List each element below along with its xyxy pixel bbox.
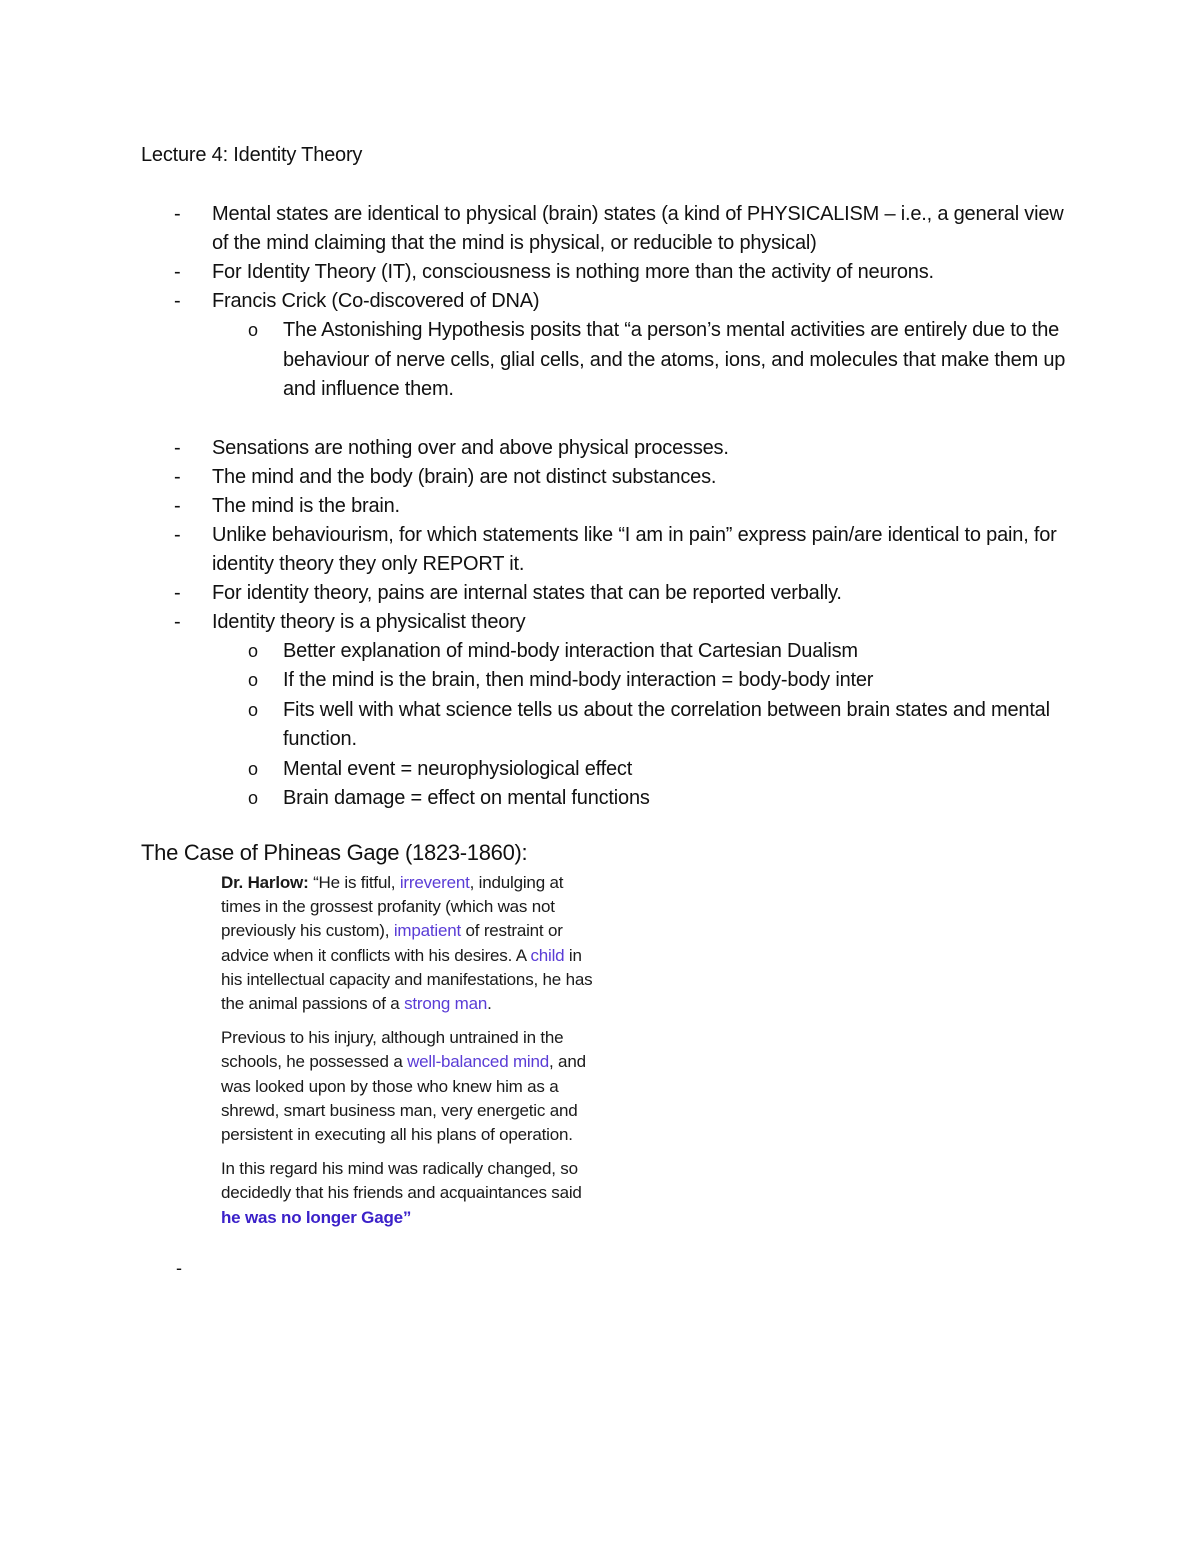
circle-marker: o — [248, 699, 258, 720]
circle-marker: o — [248, 788, 258, 808]
sub-list-item — [141, 666, 1081, 696]
dash-marker: - — [174, 581, 181, 604]
sub-list-item-text: Brain damage = effect on mental functions — [283, 787, 650, 809]
quote-text: , and was looked upon by those who knew him as a shrewd, smart business man, very energetic and persistent in executing all his plans of operation. — [221, 1052, 586, 1145]
dash-marker: - — [174, 261, 181, 283]
dash-marker: - — [174, 494, 181, 517]
sub-list-item — [141, 637, 1081, 667]
list-item-text: The mind and the body (brain) are not distinct substances. — [212, 465, 717, 488]
spacer — [141, 405, 1081, 434]
quote-text: . — [487, 994, 492, 1014]
list-item — [141, 608, 1081, 637]
highlighted-word: well-balanced mind — [407, 1052, 550, 1072]
quote-text: in his intellectual capacity and manifestations, he has the animal passions of a — [221, 945, 593, 1014]
circle-marker: o — [248, 758, 258, 779]
list-item — [141, 579, 1081, 608]
lecture-title: Lecture 4: Identity Theory — [141, 144, 363, 166]
list-item — [141, 200, 1081, 258]
quote-paragraph — [221, 1157, 601, 1230]
list-item-text: Sensations are nothing over and above physical processes. — [212, 436, 729, 459]
list-item-text: Mental states are identical to physical (brain) states (a kind of PHYSICALISM – i.e., a general view of the mind claiming that the mind is physical, or reducible to physical) — [212, 203, 1064, 254]
list-item — [141, 287, 1081, 316]
list-item-text: Identity theory is a physicalist theory — [212, 610, 526, 633]
quote-text: In this regard his mind was radically changed, so decidedly that his friends and acquaintances said — [221, 1159, 582, 1203]
dash-marker: - — [174, 290, 181, 312]
dash-marker: - — [174, 203, 181, 225]
dash-marker: - — [174, 610, 181, 633]
list-item — [141, 463, 1081, 492]
quote-text: Previous to his injury, although untrained in the schools, he possessed a — [221, 1028, 564, 1072]
circle-marker: o — [248, 670, 258, 690]
sub-list-item-text: Mental event = neurophysiological effect — [283, 757, 633, 780]
list-item-text: Unlike behaviourism, for which statements like “I am in pain” express pain/are identical to pain, for identity theory they only REPORT it. — [212, 523, 1057, 575]
dash-marker: - — [176, 1258, 182, 1278]
dash-marker: - — [174, 465, 181, 488]
sub-list-item-text: The Astonishing Hypothesis posits that “a person’s mental activities are entirely due to the behaviour of nerve cells, glial cells, and the atoms, ions, and molecules that make them up and influence them. — [283, 319, 1066, 400]
list-item — [141, 434, 1081, 463]
sub-list-item — [141, 784, 1081, 814]
circle-marker: o — [248, 320, 258, 340]
list-item-text: For Identity Theory (IT), consciousness is nothing more than the activity of neurons. — [212, 261, 934, 283]
highlighted-phrase: he was no longer Gage” — [221, 1207, 412, 1227]
list-item — [141, 258, 1081, 287]
sub-list-item — [141, 755, 1081, 785]
quote-paragraph — [221, 1026, 601, 1147]
highlighted-word: impatient — [393, 921, 461, 941]
quote-text: , indulging at times in the grossest profanity (which was not previously his custom), — [221, 873, 564, 941]
sub-list-item-text: Better explanation of mind-body interaction that Cartesian Dualism — [283, 639, 858, 662]
section-heading: The Case of Phineas Gage (1823-1860): — [141, 840, 528, 865]
highlighted-word: irreverent — [399, 873, 470, 892]
circle-marker: o — [248, 640, 258, 661]
identity-theory-notes — [141, 200, 1081, 814]
dash-marker: - — [174, 436, 181, 459]
list-item — [141, 492, 1081, 521]
sub-list-item-text: Fits well with what science tells us about the correlation between brain states and mental function. — [283, 698, 1050, 750]
dash-marker: - — [174, 523, 181, 546]
sub-list-item — [141, 316, 1081, 405]
sub-list-item-text: If the mind is the brain, then mind-body interaction = body-body inter — [283, 669, 874, 691]
list-item-text: Francis Crick (Co-discovered of DNA) — [212, 290, 540, 312]
list-item-text: For identity theory, pains are internal states that can be reported verbally. — [212, 581, 842, 604]
harlow-quote — [221, 871, 601, 1240]
list-item-text: The mind is the brain. — [212, 494, 400, 517]
quote-text: “He is fitful, — [313, 873, 400, 892]
quote-paragraph — [221, 871, 601, 1016]
highlighted-word: strong man — [404, 994, 488, 1014]
quote-text: of restraint or advice when it conflicts with his desires. A — [221, 921, 563, 965]
list-item — [141, 521, 1081, 579]
sub-list-item — [141, 696, 1081, 755]
highlighted-word: child — [530, 945, 565, 965]
quote-speaker: Dr. Harlow: — [221, 873, 309, 892]
